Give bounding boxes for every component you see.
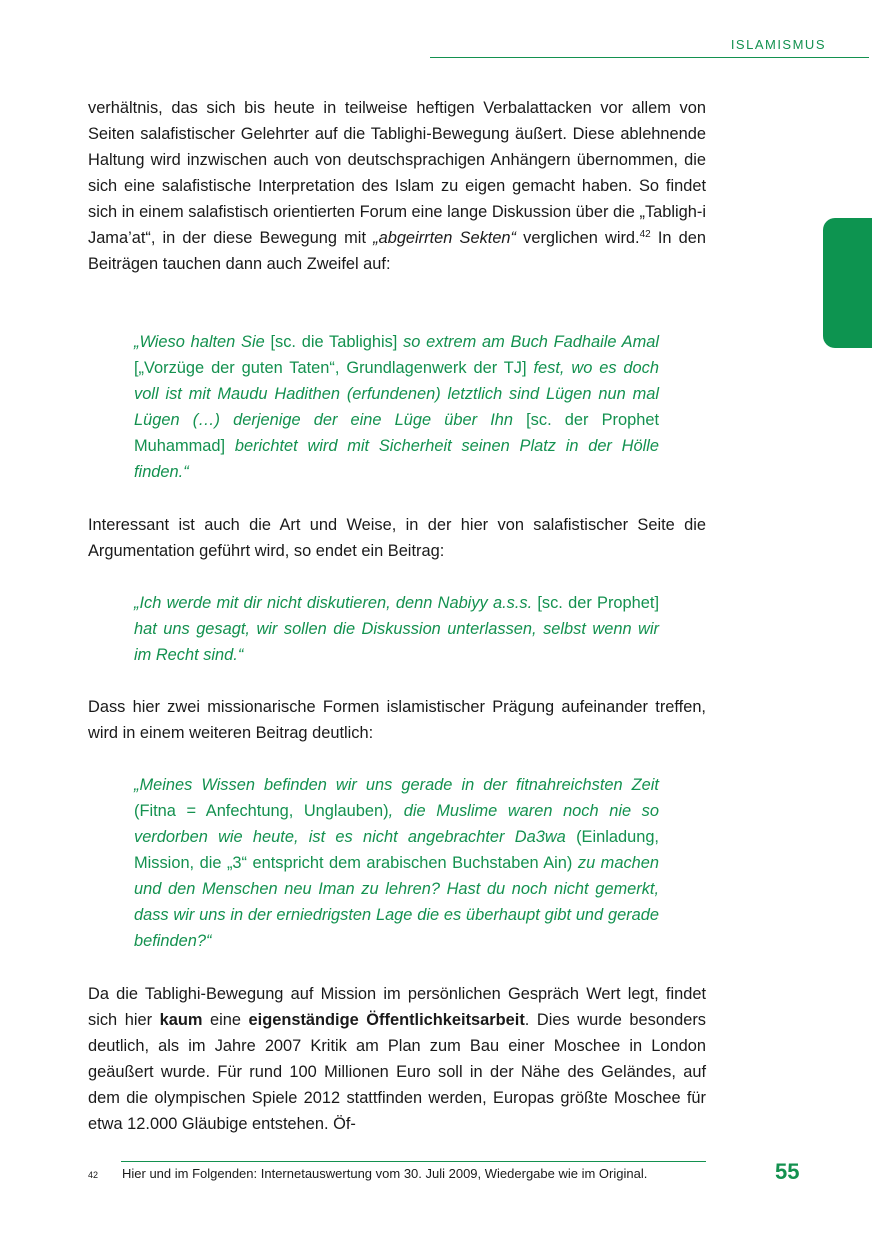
paragraph-text: verhältnis, das sich bis heute in teilweise heftigen Verbalattacken vor allem von Seiten salafistischer Gelehrter auf die Tablighi-Bewegung äußert. Diese ablehnende Haltung wird inzwischen auch von deutschsprachigen Anhängern übernommen, die sich eine salafistische Interpretation des Islam zu eigen gemacht haben. So findet sich in einem salafistisch orientierten Forum eine lange Diskussion über die „Tabligh-i Jama’at“, in der diese Bewegung mit (88, 99, 706, 247)
paragraph-bold: eigenständige Öffentlichkeitsarbeit (248, 1011, 525, 1029)
quote-annotation: [„Vorzüge der guten Taten“, Grundlagenwerk der TJ] (134, 359, 534, 377)
paragraph-text: Da die Tablighi-Bewegung auf Mission im persönlichen Gespräch Wert legt, findet sich hier (88, 985, 706, 1029)
quote-text: „Ich werde mit dir nicht diskutieren, denn Nabiyy a.s.s. (134, 594, 533, 612)
footnote-text: Hier und im Folgenden: Internetauswertung vom 30. Juli 2009, Wiedergabe wie im Original. (122, 1166, 648, 1181)
quote-text: fest, wo es doch voll ist mit Maudu Hadithen (erfundenen) letztlich sind Lügen nun mal Lügen (…) derjenige der eine Lüge über Ihn (134, 359, 659, 429)
quote-text: zu machen und den Menschen neu Iman zu lehren? Hast du noch nicht gemerkt, dass wir uns in der erniedrigsten Lage die es überhaupt gibt und gerade befinden?“ (134, 854, 659, 950)
quote-block-3 (134, 772, 659, 954)
footnote-number: 42 (88, 1170, 99, 1180)
quote-block-1 (134, 329, 659, 485)
quote-annotation: (Einladung, Mission, die „3“ entspricht dem arabischen Buchstaben Ain) (134, 828, 659, 872)
quote-annotation: [sc. die Tablighis] (264, 333, 404, 351)
body-paragraph-2: Interessant ist auch die Art und Weise, in der hier von salafistischer Seite die Argumentation geführt wird, so endet ein Beitrag: (88, 516, 706, 560)
paragraph-text: eine (202, 1011, 249, 1029)
footnote-reference: 42 (639, 229, 651, 240)
header-rule (430, 57, 869, 58)
quote-text: hat uns gesagt, wir sollen die Diskussion unterlassen, selbst wenn wir im Recht sind.“ (134, 620, 659, 664)
body-paragraph-3: Dass hier zwei missionarische Formen islamistischer Prägung aufeinander treffen, wird in einem weiteren Beitrag deutlich: (88, 698, 706, 742)
quote-text: „Wieso halten Sie (134, 333, 265, 351)
quote-text: , die Muslime waren noch nie so verdorben wie heute, ist es nicht angebrachter Da3wa (134, 802, 659, 846)
chapter-tab-marker (823, 218, 872, 348)
quote-annotation: (Fitna = Anfechtung, Unglauben) (134, 802, 389, 820)
body-paragraph-1 (88, 95, 706, 277)
quote-text: „Meines Wissen befinden wir uns gerade in der fitnahreichsten Zeit (134, 776, 659, 794)
paragraph-text: verglichen wird. (516, 229, 640, 247)
running-header-section: ISLAMISMUS (730, 37, 826, 52)
paragraph-text: . Dies wurde besonders deutlich, als im Jahre 2007 Kritik am Plan zum Bau einer Moschee in London geäußert wurde. Für rund 100 Millionen Euro soll in der Nähe des Geländes, auf dem die olympischen Spiele 2012 stattfinden werden, Europas größte Moschee für etwa 12.000 Gläubige entstehen. Öf- (88, 1011, 706, 1133)
body-paragraph-4 (88, 981, 706, 1137)
page-number: 55 (775, 1159, 800, 1184)
paragraph-emphasis: „abgeirrten Sekten“ (373, 229, 517, 247)
quote-block-2 (134, 590, 659, 668)
quote-annotation: [sc. der Prophet Muhammad] (134, 411, 659, 455)
quote-text: berichtet wird mit Sicherheit seinen Platz in der Hölle finden.“ (134, 437, 659, 481)
quote-text: so extrem am Buch Fadhaile Amal (403, 333, 659, 351)
paragraph-text: In den Beiträgen tauchen dann auch Zweifel auf: (88, 229, 706, 273)
quote-annotation: [sc. der Prophet] (532, 594, 659, 612)
paragraph-bold: kaum (159, 1011, 203, 1029)
footnote-rule (121, 1161, 706, 1162)
